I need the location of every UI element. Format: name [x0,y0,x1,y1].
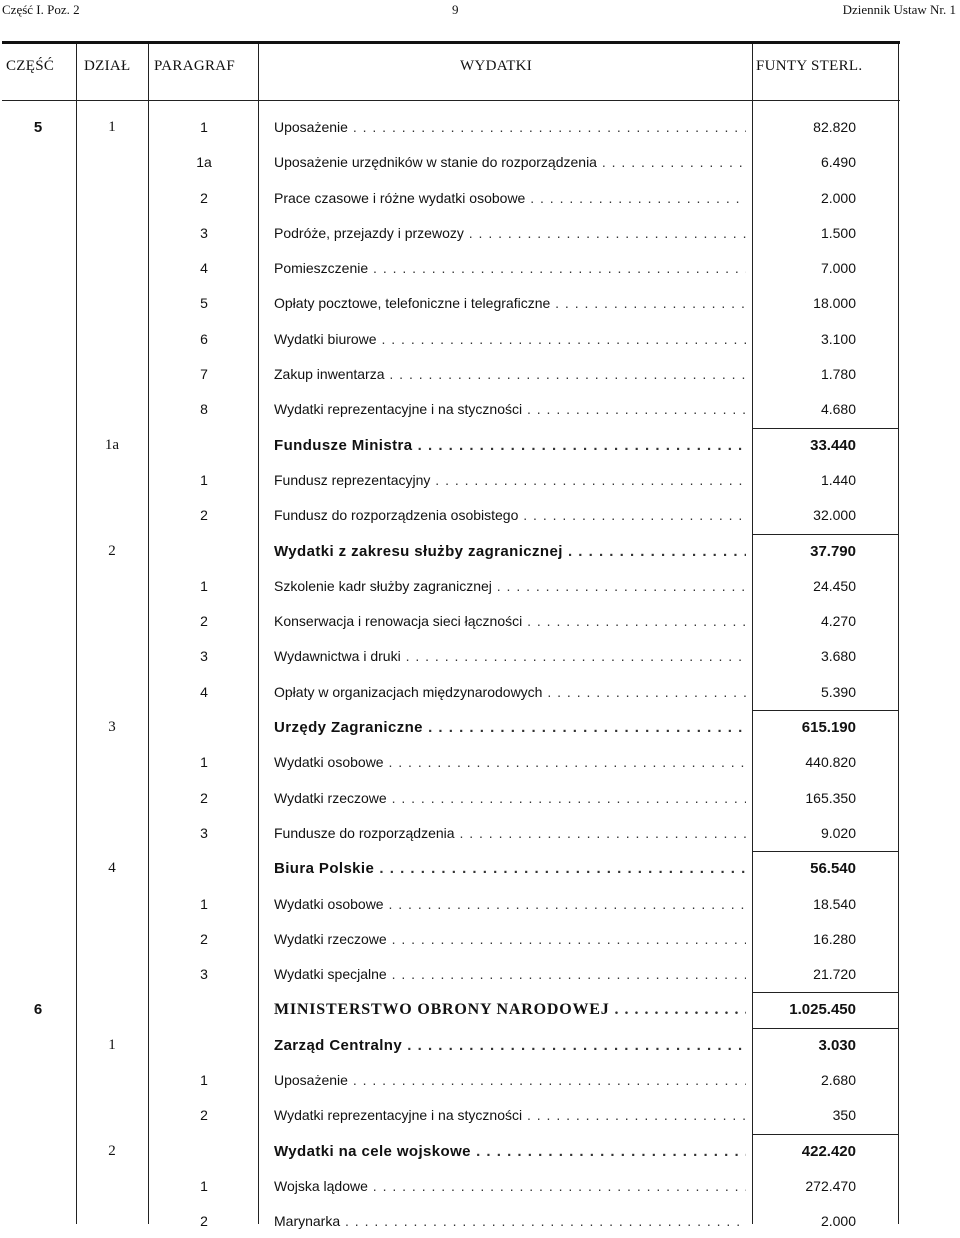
cell-description: Uposażenie . . . [274,119,746,135]
cell-dzial: 1 [108,119,116,135]
cell-amount: 4.680 [820,401,856,418]
column-header-wydatki: WYDATKI [460,58,533,74]
page-number: 9 [452,2,459,17]
cell-paragraf: 2 [200,789,208,806]
cell-description: Opłaty pocztowe, telefoniczne i telegraficzne . . . [274,295,746,311]
table-row [0,1061,960,1096]
cell-amount: 440.820 [805,754,856,771]
cell-paragraf: 2 [200,613,208,630]
table-row [0,532,960,567]
page-header [0,0,960,20]
cell-paragraf: 4 [200,683,208,700]
cell-paragraf: 3 [200,824,208,841]
table-top-rule [2,41,900,44]
cell-description: Marynarka . . . [274,1213,746,1229]
table-row [0,602,960,637]
cell-description: Wojska lądowe . . . [274,1178,746,1194]
cell-amount: 18.000 [813,295,856,312]
journal-title: Dziennik Ustaw Nr. 1 [842,2,956,17]
cell-amount: 165.350 [805,789,856,806]
cell-description: Wydatki reprezentacyjne i na styczności . . . [274,1107,746,1123]
table-row [0,461,960,496]
cell-description: Opłaty w organizacjach międzynarodowych . . . [274,684,746,700]
table-row [0,1202,960,1237]
cell-amount: 24.450 [813,577,856,594]
column-header-paragraf: PARAGRAF [154,58,236,74]
table-row [0,390,960,425]
cell-amount: 1.500 [820,224,856,241]
header-rule [2,100,900,101]
cell-amount: 16.280 [813,930,856,947]
cell-amount: 1.025.450 [789,1001,856,1019]
cell-description: Fundusz do rozporządzenia osobistego . . . [274,507,746,523]
cell-amount: 3.680 [820,648,856,665]
table-row [0,284,960,319]
table-row [0,567,960,602]
cell-amount: 18.540 [813,895,856,912]
cell-description: Prace czasowe i różne wydatki osobowe . . . [274,190,746,206]
cell-description: Wydatki z zakresu służby zagranicznej . . . [274,543,746,560]
cell-paragraf: 2 [200,189,208,206]
column-header-czesc: CZĘŚĆ [6,58,55,74]
cell-description: Wydatki reprezentacyjne i na styczności . . . [274,401,746,417]
budget-table-body [0,108,960,1238]
cell-description: Fundusze Ministra . . . [274,437,746,454]
cell-description: Uposażenie . . . [274,1072,746,1088]
cell-paragraf: 2 [200,507,208,524]
column-header-funty: FUNTY STERL. [756,58,863,74]
cell-amount: 2.000 [820,1213,856,1230]
table-row [0,814,960,849]
cell-amount: 37.790 [810,542,856,560]
cell-amount: 1.780 [820,366,856,383]
cell-paragraf: 7 [200,366,208,383]
cell-paragraf: 2 [200,1213,208,1230]
table-row [0,637,960,672]
cell-paragraf: 3 [200,648,208,665]
cell-amount: 32.000 [813,507,856,524]
cell-description: Fundusz reprezentacyjny . . . [274,472,746,488]
cell-description: Wydatki rzeczowe . . . [274,931,746,947]
cell-description: Konserwacja i renowacja sieci łączności . . . [274,613,746,629]
subtotal-rule [752,1028,898,1029]
cell-paragraf: 3 [200,966,208,983]
table-row [0,849,960,884]
subtotal-rule [752,992,898,993]
cell-description: Wydawnictwa i druki . . . [274,648,746,664]
cell-czesc: 6 [33,1001,43,1019]
cell-paragraf: 4 [200,260,208,277]
cell-paragraf: 8 [200,401,208,418]
cell-amount: 6.490 [820,154,856,171]
cell-amount: 422.420 [801,1142,856,1160]
cell-amount: 4.270 [820,613,856,630]
cell-dzial: 4 [108,860,116,877]
subtotal-rule [752,428,898,429]
cell-amount: 3.030 [818,1036,856,1054]
cell-amount: 350 [832,1107,856,1124]
header-part-position: Część I. Poz. 2 [2,2,80,17]
cell-paragraf: 1 [200,1177,208,1194]
table-row [0,143,960,178]
cell-description: Wydatki na cele wojskowe . . . [274,1143,746,1160]
cell-paragraf: 2 [200,1107,208,1124]
cell-paragraf: 1 [200,119,208,135]
table-row [0,108,960,143]
cell-paragraf: 1 [200,471,208,488]
cell-czesc: 5 [33,119,43,136]
table-row [0,1132,960,1167]
cell-description: Szkolenie kadr służby zagranicznej . . . [274,578,746,594]
cell-description: Wydatki osobowe . . . [274,896,746,912]
table-row [0,249,960,284]
subtotal-rule [752,710,898,711]
cell-amount: 21.720 [813,966,856,983]
cell-dzial: 2 [108,542,116,559]
column-header-dzial: DZIAŁ [84,58,131,74]
cell-amount: 1.440 [820,471,856,488]
cell-amount: 272.470 [805,1177,856,1194]
cell-paragraf: 5 [200,295,208,312]
table-row [0,320,960,355]
table-row [0,179,960,214]
table-row [0,496,960,531]
cell-amount: 3.100 [820,330,856,347]
table-row [0,885,960,920]
table-row [0,708,960,743]
cell-amount: 9.020 [820,824,856,841]
cell-paragraf: 6 [200,330,208,347]
cell-description: Wydatki osobowe . . . [274,754,746,770]
cell-description: Wydatki specjalne . . . [274,966,746,982]
cell-paragraf: 1 [200,577,208,594]
table-row [0,779,960,814]
table-row [0,990,960,1025]
cell-description: Pomieszczenie . . . [274,260,746,276]
cell-description: Urzędy Zagraniczne . . . [274,719,746,736]
table-row [0,743,960,778]
cell-paragraf: 2 [200,930,208,947]
cell-description: Biura Polskie . . . [274,860,746,877]
cell-description: Zakup inwentarza . . . [274,366,746,382]
cell-amount: 56.540 [810,860,856,878]
table-row [0,955,960,990]
cell-amount: 33.440 [810,436,856,454]
cell-dzial: 1a [104,436,120,453]
cell-amount: 7.000 [820,260,856,277]
cell-amount: 615.190 [801,719,856,737]
cell-description: Wydatki biurowe . . . [274,331,746,347]
subtotal-rule [752,851,898,852]
table-row [0,426,960,461]
cell-amount: 2.000 [820,189,856,206]
table-row [0,355,960,390]
cell-description: Wydatki rzeczowe . . . [274,790,746,806]
cell-dzial: 3 [108,719,116,736]
table-row [0,214,960,249]
cell-dzial: 2 [108,1142,116,1159]
cell-description: Fundusze do rozporządzenia . . . [274,825,746,841]
cell-paragraf: 1 [200,895,208,912]
table-row [0,673,960,708]
subtotal-rule [752,534,898,535]
cell-description: Uposażenie urzędników w stanie do rozporządzenia . . . [274,154,746,170]
cell-paragraf: 3 [200,224,208,241]
cell-amount: 5.390 [820,683,856,700]
table-row [0,1096,960,1131]
subtotal-rule [752,1134,898,1135]
cell-paragraf: 1 [200,754,208,771]
table-row [0,1167,960,1202]
cell-description: Podróże, przejazdy i przewozy . . . [274,225,746,241]
cell-description: Zarząd Centralny . . . [274,1037,746,1054]
table-row [0,1026,960,1061]
table-row [0,920,960,955]
cell-description: MINISTERSTWO OBRONY NARODOWEJ . . . [274,1001,746,1019]
cell-paragraf: 1 [200,1072,208,1089]
cell-paragraf: 1a [196,154,212,171]
cell-amount: 2.680 [820,1072,856,1089]
cell-amount: 82.820 [813,119,856,135]
cell-dzial: 1 [108,1036,116,1053]
